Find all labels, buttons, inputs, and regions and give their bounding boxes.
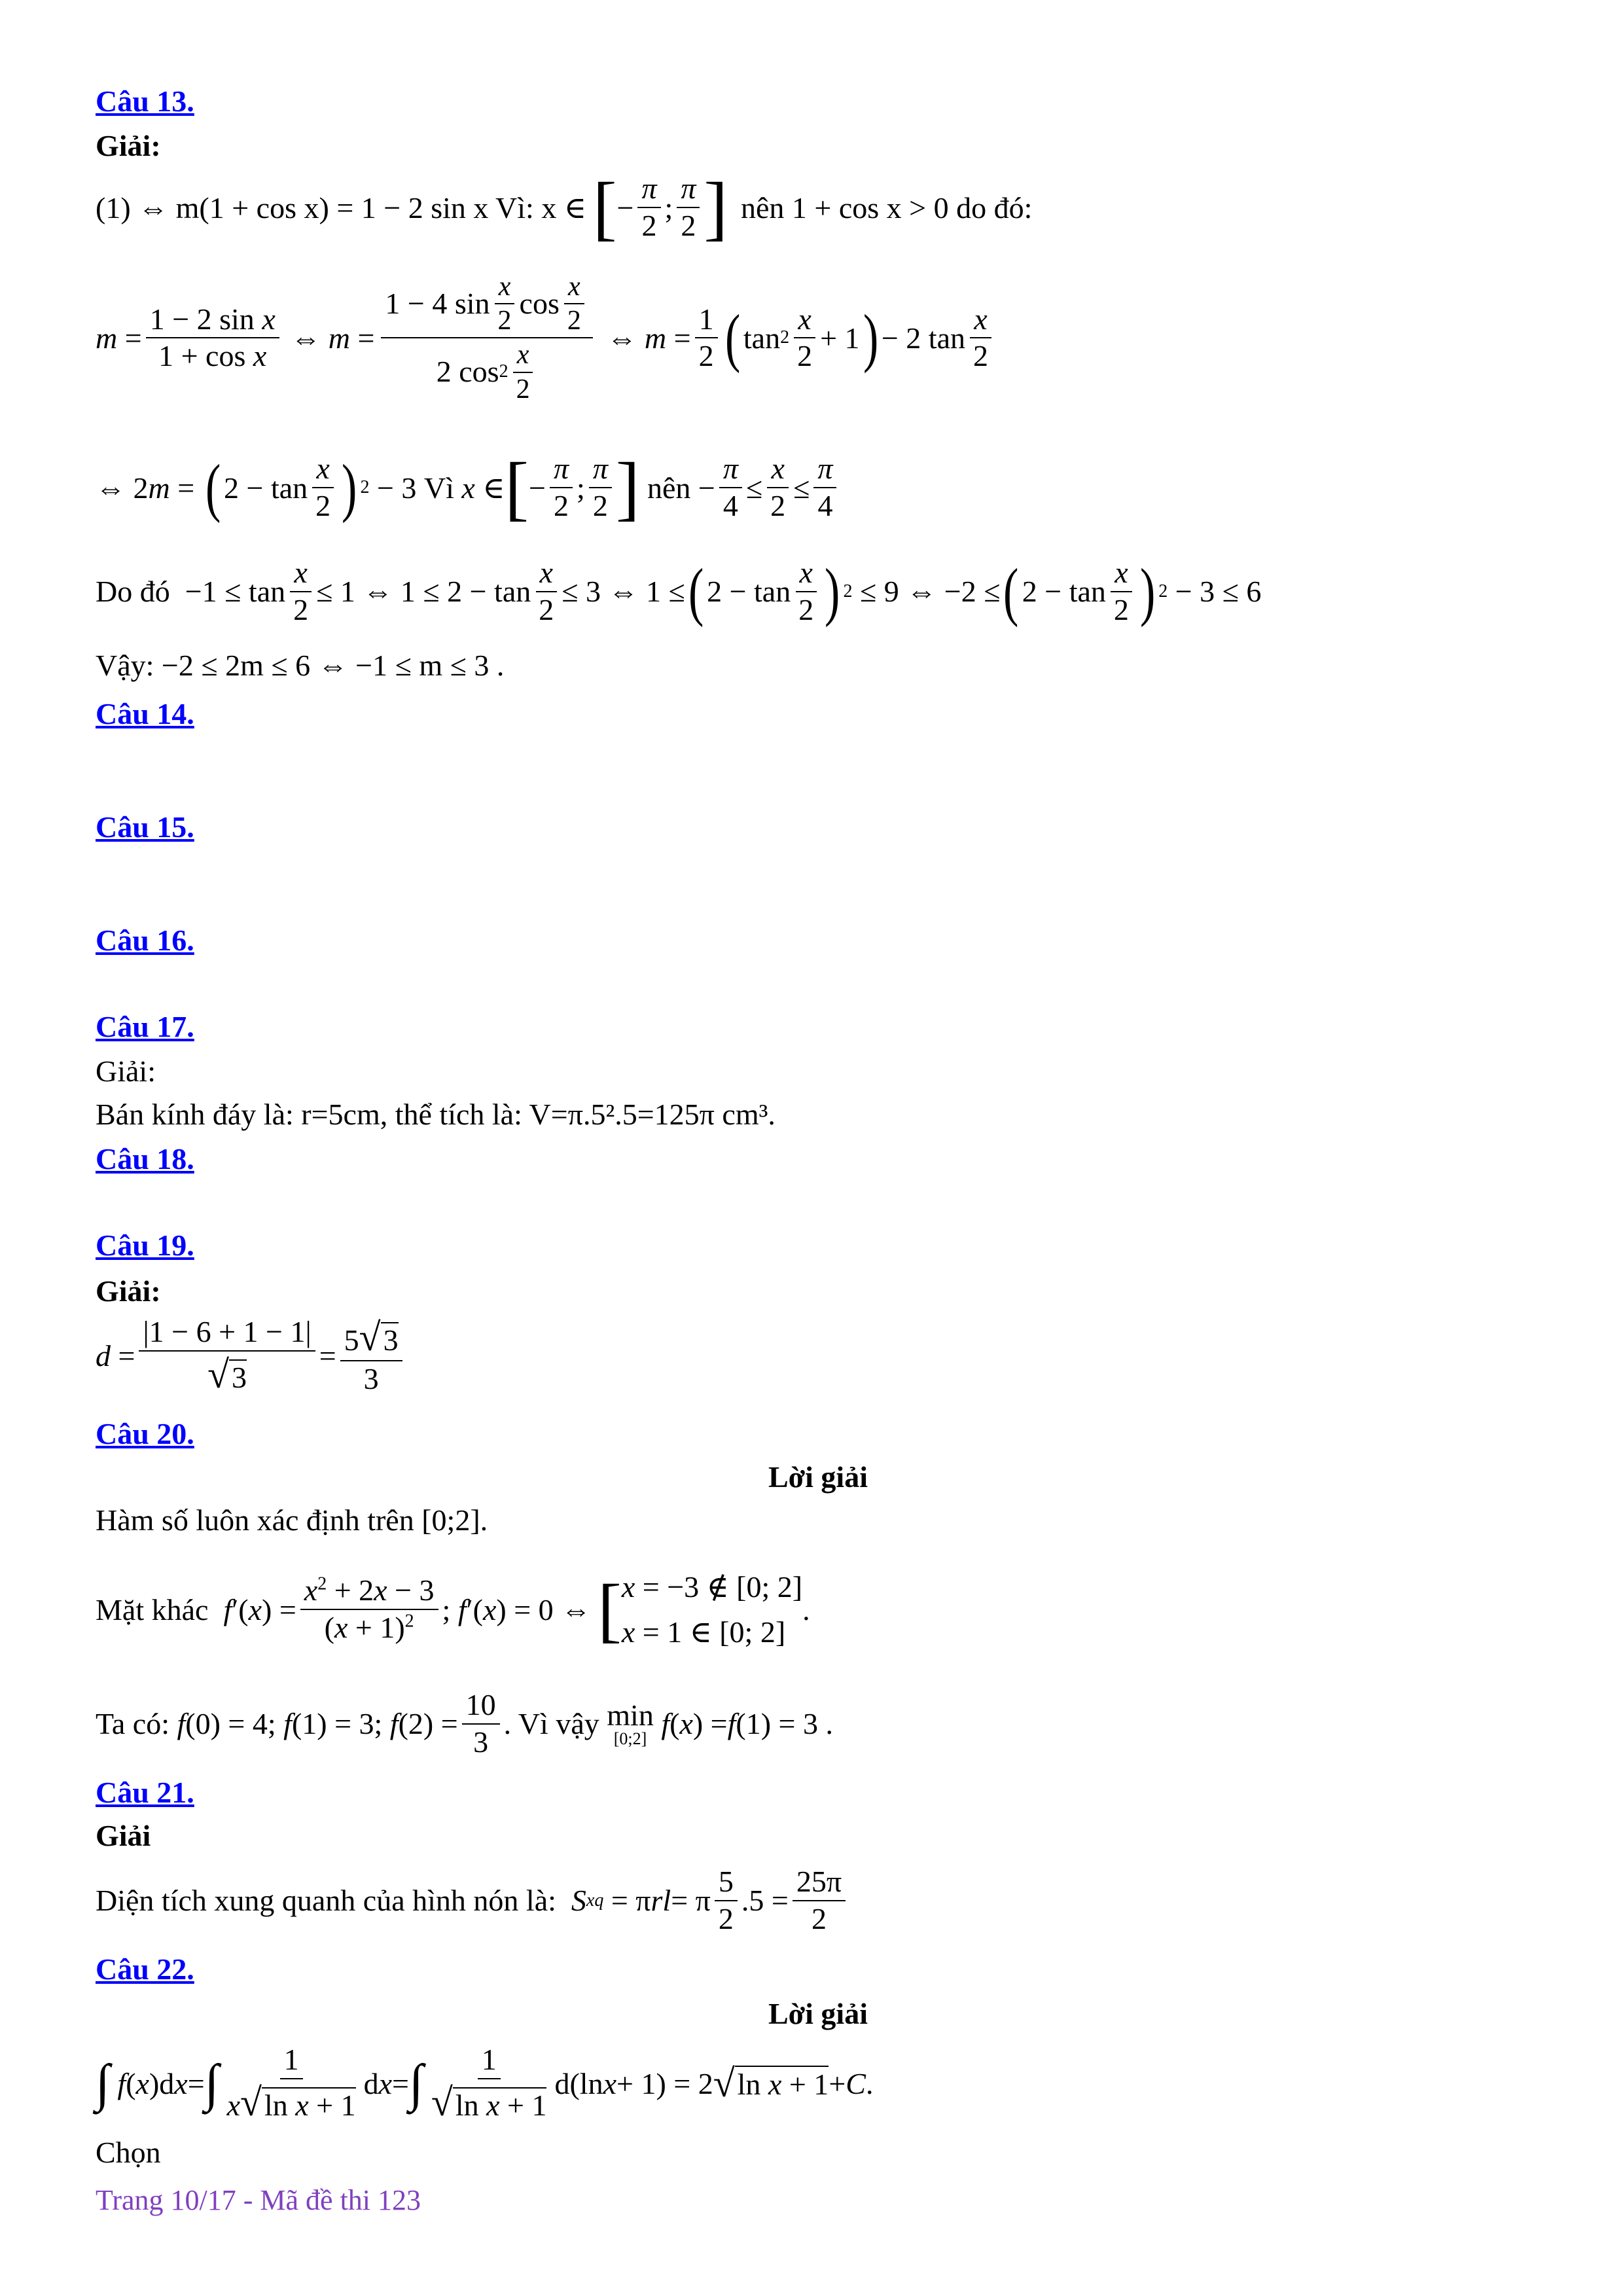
q13-conclusion: Vậy: −2 ≤ 2m ≤ 6 ⇔ −1 ≤ m ≤ 3 . bbox=[96, 649, 505, 682]
solution-label: Giải: bbox=[96, 129, 161, 162]
q13-equation-3: ⇔ 2 m = ( 2 − tan $\frac{x}{2}$ ) 2 − 3 Vì x ∈ [ − $\frac{\pi}{2}$ ; $\frac{\pi}{2}$ ] nên − $\frac{\pi}{4}$ ≤ $\frac{x}{2}$ ≤ $\frac{\pi}{4}$ bbox=[96, 452, 840, 524]
q13-eq3-vi: Vì bbox=[423, 471, 454, 505]
q20-l3-prefix: Ta có: bbox=[96, 1707, 170, 1741]
q21-text: Diện tích xung quanh của hình nón là: bbox=[96, 1884, 556, 1918]
choose-label: Chọn bbox=[96, 2136, 161, 2169]
question-22-heading[interactable]: Câu 22. bbox=[96, 1952, 194, 1986]
question-16-heading[interactable]: Câu 16. bbox=[96, 924, 194, 957]
q20-line-1: Hàm số luôn xác định trên [0;2] . bbox=[96, 1503, 488, 1537]
q20-values: Ta có: f (0) = 4; f (1) = 3; f (2) = $\frac{10}{3}$ . Vì vậy min [0;2] f ( x ) = f (1) = 3 . bbox=[96, 1688, 833, 1759]
question-19-heading[interactable]: Câu 19. bbox=[96, 1229, 194, 1262]
q13-eq1-part-a: (1) ⇔ m(1 + cos x) = 1 − 2 sin x Vì: x ∈ bbox=[96, 191, 586, 224]
q13-equation-4: Do đó −1 ≤ tan $\frac{x}{2}$ ≤ 1 ⇔ 1 ≤ 2 − tan $\frac{x}{2}$ ≤ 3 ⇔ 1 ≤ ( 2 − tan $\frac{x}{2}$ ) 2 ≤ 9 ⇔ −2 ≤ ( 2 − tan $\frac{x}{2}$ ) 2 − 3 ≤ 6 bbox=[96, 554, 1262, 628]
solution-label: Giải bbox=[96, 1819, 151, 1852]
q20-derivative: Mặt khác f ′( x ) = $\frac{x^2 + 2x - 3}{(x + 1)^2}$ ; f ′( x ) = 0 ⇔ [ x = −3 ∉ [0; 2] x = 1 ∈ [0; 2] . bbox=[96, 1570, 810, 1649]
q20-l1-interval: [0;2] bbox=[421, 1503, 480, 1537]
q13-eq1-part-b: nên 1 + cos x > 0 do đó: bbox=[741, 190, 1033, 224]
question-14-heading[interactable]: Câu 14. bbox=[96, 697, 194, 730]
question-15-heading[interactable]: Câu 15. bbox=[96, 810, 194, 844]
q13-equation-1: (1) ⇔ m(1 + cos x) = 1 − 2 sin x Vì: x ∈ [ − $\frac{\pi}{2}$ ; $\frac{\pi}{2}$ ] nên 1 + cos x > 0 do đó: bbox=[96, 168, 1033, 247]
solution-label: Giải: bbox=[96, 1274, 161, 1308]
solution-heading: Lời giải bbox=[768, 1460, 868, 1494]
q13-eq4-prefix: Do đó bbox=[96, 575, 170, 609]
q21-area-formula: Diện tích xung quanh của hình nón là: S xq = π rl = π $\frac{5}{2}$ .5 = $\frac{25\pi}{2}$ bbox=[96, 1865, 849, 1935]
q19-distance-formula: d = $\frac{|1 - 6 + 1 - 1|}{√3}$ = $\frac{5√3}{3}$ bbox=[96, 1316, 406, 1396]
q13-eq3-nen: nên bbox=[647, 471, 691, 505]
q13-equation-2: m = $\frac{\text{1 − 2 sin x}}{\text{1 + cos x}}$ ⇔ m = 1 − 4 sin $\frac{x}{2}$ cos $\frac{x}{2}$ 2 cos 2 $\frac{x}{2}$ ⇔ m = $\frac{1}{2}$ ( tan 2 $\frac{x}{2}$ + 1 ) − 2 tan $\frac{x}{2}$ bbox=[96, 272, 996, 404]
page-footer: Trang 10/17 - Mã đề thi 123 bbox=[96, 2184, 421, 2216]
q20-l3-mid: . Vì vậy bbox=[503, 1707, 599, 1741]
solution-label: Giải: bbox=[96, 1054, 156, 1088]
q20-l2-prefix: Mặt khác bbox=[96, 1592, 209, 1626]
question-13-heading[interactable]: Câu 13. bbox=[96, 84, 194, 118]
q22-integral: ∫ f ( x )d x = ∫ $\frac{1}{\text{x√ln x + 1}}$ d x = ∫ $\frac{1}{\text{√ln x + 1}}$ d(ln x + 1) = 2 √ ln x + 1 + C . bbox=[96, 2043, 874, 2124]
question-18-heading[interactable]: Câu 18. bbox=[96, 1142, 194, 1175]
q20-l1-text: Hàm số luôn xác định trên bbox=[96, 1503, 414, 1537]
question-21-heading[interactable]: Câu 21. bbox=[96, 1776, 194, 1809]
q17-answer: Bán kính đáy là: r=5cm, thể tích là: V=π.5².5=125π cm³. bbox=[96, 1098, 776, 1131]
question-17-heading[interactable]: Câu 17. bbox=[96, 1010, 194, 1043]
solution-heading: Lời giải bbox=[768, 1997, 868, 2030]
question-20-heading[interactable]: Câu 20. bbox=[96, 1417, 194, 1450]
